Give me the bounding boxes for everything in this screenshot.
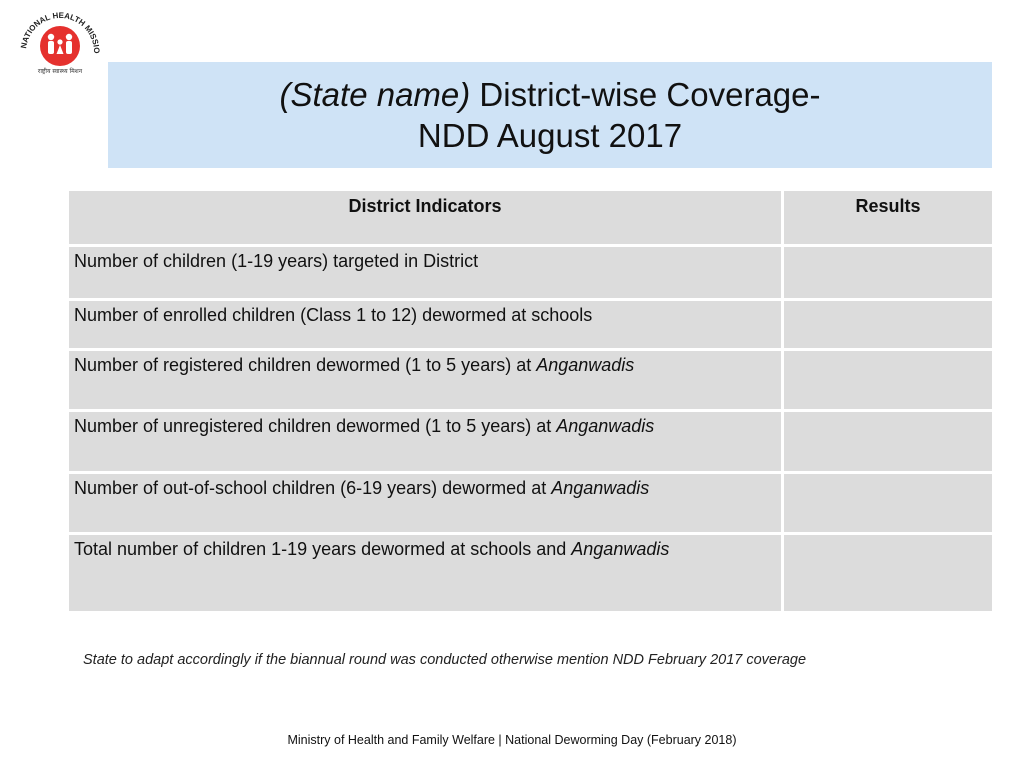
indicator-cell bbox=[69, 301, 781, 348]
result-cell[interactable] bbox=[781, 535, 992, 611]
table-header-row bbox=[69, 191, 992, 247]
indicator-text: Number of unregistered children dewormed (1 to 5 years) at bbox=[74, 416, 557, 436]
logo-tagline: राष्ट्रीय स्वास्थ्य मिशन bbox=[37, 68, 83, 75]
indicator-cell bbox=[69, 351, 781, 409]
header-results: Results bbox=[781, 191, 992, 244]
title-banner bbox=[108, 62, 992, 168]
title-line1: District-wise Coverage- bbox=[470, 76, 821, 113]
indicator-cell bbox=[69, 247, 781, 298]
result-cell[interactable] bbox=[781, 301, 992, 348]
indicator-italic: Anganwadis bbox=[556, 416, 655, 436]
table-row bbox=[69, 412, 992, 474]
indicator-italic: Anganwadis bbox=[571, 539, 670, 559]
coverage-table bbox=[69, 191, 992, 611]
indicator-text: Number of enrolled children (Class 1 to 12) dewormed at schools bbox=[74, 305, 593, 325]
nhm-logo bbox=[14, 4, 106, 76]
indicator-cell bbox=[69, 535, 781, 611]
table-row bbox=[69, 474, 992, 535]
logo-arc-text: NATIONAL HEALTH MISSIO bbox=[19, 10, 102, 54]
table-row bbox=[69, 247, 992, 301]
title-line2: NDD August 2017 bbox=[417, 117, 683, 154]
indicator-text: Number of out-of-school children (6-19 years) dewormed at bbox=[74, 478, 552, 498]
table-row bbox=[69, 301, 992, 351]
header-district-indicators: District Indicators bbox=[348, 196, 502, 216]
page-title bbox=[280, 74, 821, 156]
indicator-text: Number of children (1-19 years) targeted in District bbox=[74, 251, 479, 271]
nhm-logo-graphic bbox=[14, 4, 106, 76]
result-cell[interactable] bbox=[781, 247, 992, 298]
result-cell[interactable] bbox=[781, 474, 992, 532]
footnote: State to adapt accordingly if the biannual round was conducted otherwise mention NDD February 2017 coverage bbox=[83, 652, 807, 668]
indicator-cell bbox=[69, 474, 781, 532]
indicator-italic: Anganwadis bbox=[536, 355, 635, 375]
result-cell[interactable] bbox=[781, 412, 992, 471]
indicator-text: Number of registered children dewormed (1 to 5 years) at bbox=[74, 355, 537, 375]
indicator-cell bbox=[69, 412, 781, 471]
table-row bbox=[69, 351, 992, 412]
indicator-italic: Anganwadis bbox=[551, 478, 650, 498]
title-state-name: (State name) bbox=[279, 76, 471, 113]
indicator-text: Total number of children 1-19 years dewormed at schools and bbox=[74, 539, 572, 559]
table-row bbox=[69, 535, 992, 611]
result-cell[interactable] bbox=[781, 351, 992, 409]
page-footer: Ministry of Health and Family Welfare | National Deworming Day (February 2018) bbox=[287, 733, 737, 747]
